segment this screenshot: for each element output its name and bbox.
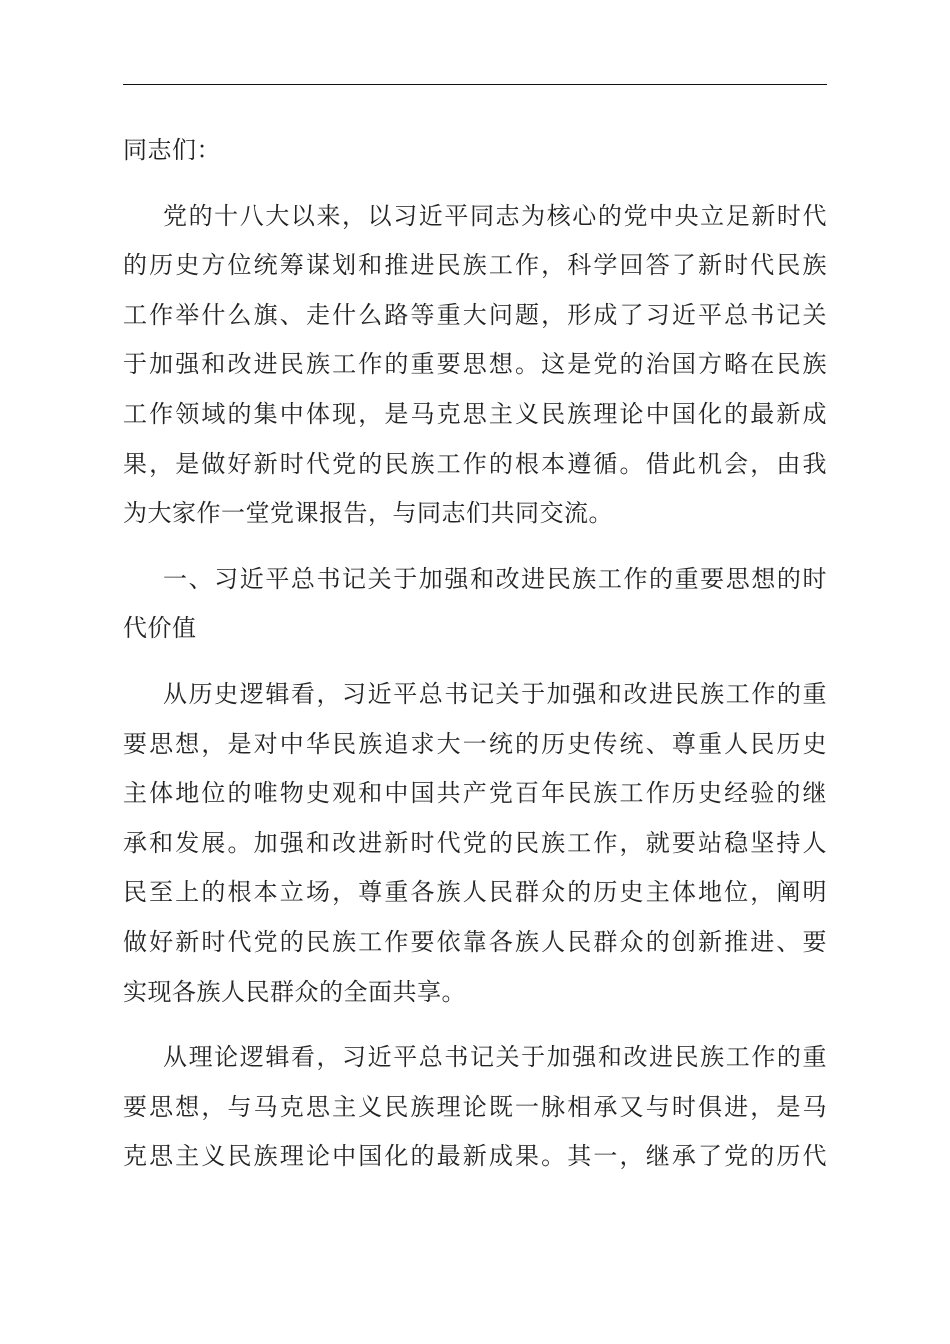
paragraph-line: 从历史逻辑看，习近平总书记关于加强和改进民族工作的重 <box>163 679 827 708</box>
paragraph-line: 做好新时代党的民族工作要依靠各族人民群众的创新推进、要 <box>123 927 827 956</box>
document-body <box>123 126 827 1182</box>
paragraph-line: 的历史方位统筹谋划和推进民族工作，科学回答了新时代民族 <box>123 251 827 280</box>
paragraph-intro <box>123 192 827 539</box>
paragraph-line: 代价值 <box>123 614 197 643</box>
paragraph-line: 工作举什么旗、走什么路等重大问题，形成了习近平总书记关 <box>123 300 827 329</box>
paragraph-line: 工作领域的集中体现，是马克思主义民族理论中国化的最新成 <box>123 399 827 428</box>
paragraph-line: 要思想，是对中华民族追求大一统的历史传统、尊重人民历史 <box>123 729 827 758</box>
paragraph-line: 于加强和改进民族工作的重要思想。这是党的治国方略在民族 <box>123 350 827 379</box>
paragraph-line: 为大家作一堂党课报告，与同志们共同交流。 <box>123 499 613 528</box>
paragraph-line: 党的十八大以来，以习近平同志为核心的党中央立足新时代 <box>163 201 827 230</box>
salutation: 同志们： <box>123 136 221 164</box>
paragraph-line: 主体地位的唯物史观和中国共产党百年民族工作历史经验的继 <box>123 779 827 808</box>
paragraph-line: 要思想，与马克思主义民族理论既一脉相承又与时俱进，是马 <box>123 1092 827 1121</box>
header-rule <box>123 84 827 85</box>
paragraph-line: 民至上的根本立场，尊重各族人民群众的历史主体地位，阐明 <box>123 878 827 907</box>
paragraph-line: 克思主义民族理论中国化的最新成果。其一，继承了党的历代 <box>123 1142 827 1171</box>
paragraph-line: 承和发展。加强和改进新时代党的民族工作，就要站稳坚持人 <box>123 828 827 857</box>
paragraph-line: 果，是做好新时代党的民族工作的根本遵循。借此机会，由我 <box>123 449 827 478</box>
paragraph-theoretical-logic <box>123 1033 827 1182</box>
paragraph-line: 实现各族人民群众的全面共享。 <box>123 977 466 1006</box>
paragraph-line: 从理论逻辑看，习近平总书记关于加强和改进民族工作的重 <box>163 1043 827 1072</box>
paragraph-line: 一、习近平总书记关于加强和改进民族工作的重要思想的时 <box>163 564 827 593</box>
paragraph-historical-logic <box>123 670 827 1017</box>
section-heading <box>123 555 827 654</box>
